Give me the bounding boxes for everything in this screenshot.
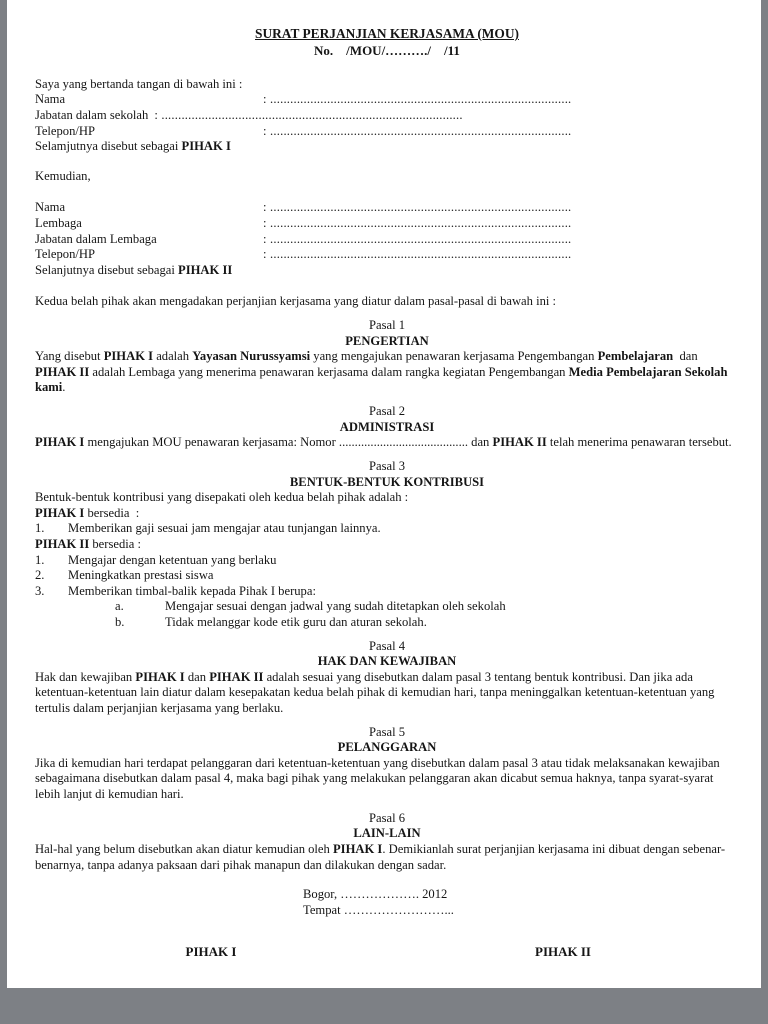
list-text: Memberikan timbal-balik kepada Pihak I berupa: [68,583,316,598]
pasal-6-body [35,842,739,873]
document-page [7,0,761,988]
pasal-4-body [35,670,739,717]
text-run: mengajukan MOU penawaran kerjasama: Nomor ......................................... dan [84,435,493,450]
list-item [35,521,739,537]
field-blank-value: : .......................................................................................... [263,231,572,246]
text-run: PIHAK I [35,505,85,520]
text-run: Selanjutnya disebut sebagai [35,262,179,277]
field-blank-value: : .......................................................................................... [263,215,572,230]
field-blank-value: : .......................................................................................... [154,107,463,122]
party1-closing [35,139,739,155]
party2-closing [35,263,739,279]
pihak1-signature-label: PIHAK I [185,944,237,960]
list-text: Memberikan gaji sesuai jam mengajar atau tunjangan lainnya. [68,521,381,536]
field-label: Telepon/HP [35,123,95,138]
text-run: Pembelajaran [597,349,674,364]
field-row-jabatan-sekolah [35,108,739,124]
text-run: . [62,380,66,395]
pasal-4-title: HAK DAN KEWAJIBAN [317,654,457,669]
text-run: PIHAK I [103,349,154,364]
pihak2-signature-label: PIHAK II [535,944,591,960]
text-run: adalah sesuai yang disebutkan dalam pasal 3 tentang bentuk kontribusi. Dan jika ada ketentuan-ketentuan lain diatur dalam kesepakatan kedua belah pihak di kemudian hari, tanpa meninggalkan ketentuan-ketentuan yang tertulis dalam perjanjian kerjasama yang berlaku. [35,669,718,716]
pihak2-list [35,553,739,600]
field-blank-value: : .......................................................................................... [263,200,572,215]
pasal-5-number: Pasal 5 [368,724,406,739]
pasal-1-body [35,349,739,396]
pihak1-list [35,521,739,537]
list-text: Meningkatkan prestasi siswa [68,568,214,583]
field-row-telepon [35,124,739,140]
text-run: dan [184,669,210,684]
pihak1-bersedia-heading [35,506,739,522]
text-run: dan [673,349,701,364]
list-text: Mengajar dengan ketentuan yang berlaku [68,552,277,567]
field-blank-value: : .......................................................................................... [263,247,572,262]
text-run: bersedia : [89,536,141,551]
list-item [35,568,739,584]
pasal-3-number: Pasal 3 [368,458,406,473]
pasal-5-title: PELANGGARAN [337,740,437,755]
list-item [35,584,739,600]
pihak2-sublist [35,599,739,630]
pasal-1-title: PENGERTIAN [345,333,429,348]
text-run: Media Pembelajaran Sekolah kami [35,364,731,395]
pasal-3-intro: Bentuk-bentuk kontribusi yang disepakati oleh kedua belah pihak adalah : [35,490,409,505]
text-run: PIHAK II [492,435,547,450]
sublist-text: Mengajar sesuai dengan jadwal yang sudah ditetapkan oleh sekolah [165,599,506,614]
pasal-6-title: LAIN-LAIN [353,826,421,841]
text-run: PIHAK I [181,139,231,154]
field-row-lembaga [35,216,739,232]
sublist-marker: b. [115,615,125,629]
text-run: PIHAK I [135,669,185,684]
sublist-item [35,615,739,631]
text-run: Hak dan kewajiban [35,669,136,684]
text-run: telah menerima penawaran tersebut. [546,435,732,450]
pasal-6-number: Pasal 6 [368,810,406,825]
text-run: Jika di kemudian hari terdapat pelanggaran dari ketentuan-ketentuan yang disebutkan dalam pasal 3 atau tidak melaksanakan kewajiban sebagaimana disebutkan dalam pasal 4, maka bagi pihak yang melakukan pelanggaran akan dicabut semua haknya, tanpa syarat-syarat lebih lanjut di kemudian hari. [35,755,723,802]
tempat-line: Tempat ……………………... [303,902,454,917]
signature-place-block [303,887,454,918]
text-run: adalah [153,349,193,364]
text-run: . Demikianlah surat perjanjian kerjasama ini dibuat dengan sebenar-benarnya, tanpa adanya paksaan dari pihak manapun dan dilakukan dengan sadar. [35,841,726,872]
list-marker: 1. [35,552,45,567]
field-label: Telepon/HP [35,247,95,262]
field-row-nama [35,92,739,108]
field-label: Lembaga [35,215,82,230]
pasal-1-number: Pasal 1 [368,318,406,333]
text-run: PIHAK II [35,364,90,379]
field-row-jabatan-lembaga [35,232,739,248]
text-run: PIHAK II [35,536,90,551]
list-marker: 3. [35,583,45,598]
field-label: Nama [35,92,66,107]
field-blank-value: : .......................................................................................... [263,92,572,107]
transition-line: Kemudian, [35,168,91,183]
text-run: bersedia : [84,505,140,520]
sublist-marker: a. [115,599,124,614]
sublist-item [35,599,739,615]
field-row-nama-2 [35,200,739,216]
document-title: SURAT PERJANJIAN KERJASAMA (MOU) [255,26,519,41]
text-run: Yayasan Nurussyamsi [192,349,311,364]
pasal-5-body [35,756,739,803]
text-run: Selamjutnya disebut sebagai [35,139,182,154]
signature-row [35,944,739,960]
pasal-2-body [35,435,739,451]
text-run: Yang disebut [35,349,104,364]
list-marker: 2. [35,568,45,583]
preamble: Kedua belah pihak akan mengadakan perjanjian kerjasama yang diatur dalam pasal-pasal di bawah ini : [35,294,557,309]
place-date-line: Bogor, ………………. 2012 [303,887,448,902]
list-item [35,553,739,569]
pasal-2-title: ADMINISTRASI [339,419,435,434]
text-run: adalah Lembaga yang menerima penawaran kerjasama dalam rangka kegiatan Pengembangan [89,364,569,379]
field-label: Nama [35,200,66,215]
pasal-3-title: BENTUK-BENTUK KONTRIBUSI [289,474,485,489]
field-row-telepon-2 [35,247,739,263]
list-marker: 1. [35,521,45,536]
field-label: Jabatan dalam Lembaga [35,231,157,246]
field-label: Jabatan dalam sekolah [35,107,149,122]
text-run: Hal-hal yang belum disebutkan akan diatur kemudian oleh [35,841,333,856]
pasal-2-number: Pasal 2 [368,404,406,419]
party1-opening: Saya yang bertanda tangan di bawah ini : [35,76,243,91]
text-run: PIHAK II [178,262,233,277]
text-run: PIHAK I [332,841,383,856]
pihak2-bersedia-heading [35,537,739,553]
text-run: yang mengajukan penawaran kerjasama Pengembangan [310,349,598,364]
document-number-line: No. /MOU/………./ /11 [314,42,460,58]
sublist-text: Tidak melanggar kode etik guru dan aturan sekolah. [165,615,427,629]
pasal-4-number: Pasal 4 [368,638,406,653]
text-run: PIHAK I [35,435,85,450]
text-run: PIHAK II [209,669,264,684]
field-blank-value: : .......................................................................................... [263,123,572,138]
